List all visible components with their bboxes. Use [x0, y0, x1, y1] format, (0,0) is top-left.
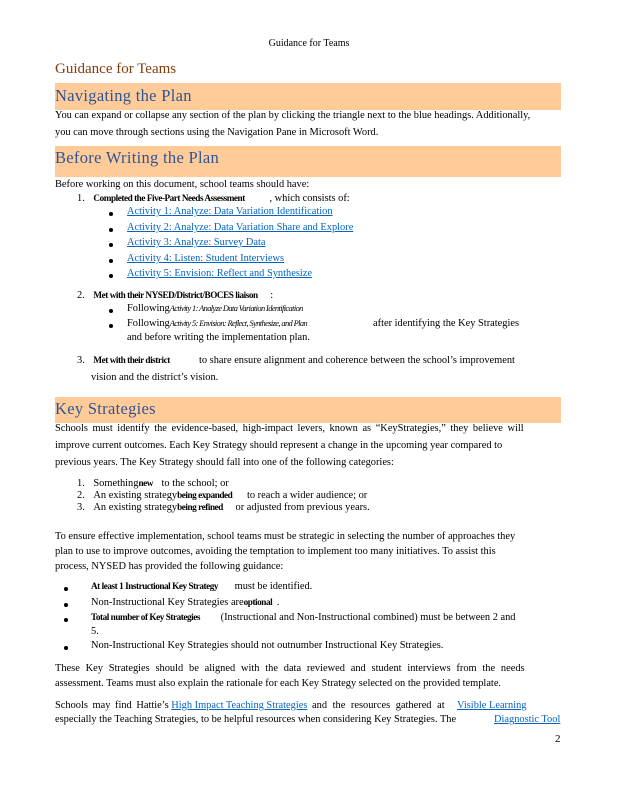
key-strategies-para1-line2: improve current outcomes. Each Key Strategy should represent a change in the upcoming year compared to [55, 440, 503, 451]
bullet-icon [64, 646, 68, 650]
list-item-continuation: vision and the district’s vision. [91, 372, 219, 383]
document-title: Guidance for Teams [55, 61, 177, 77]
guidance-item-2 [91, 595, 279, 611]
before-writing-intro: Before working on this document, school teams should have: [55, 179, 310, 190]
guidance-bold: At least 1 Instructional Key Strategy [91, 581, 219, 591]
key-strategies-para3-line1: These Key Strategies should be aligned with the data reviewed and student interviews from the needs [55, 663, 525, 674]
list-number: 2. [77, 290, 85, 301]
bullet-icon [109, 309, 113, 313]
key-strategies-para4-line2: especially the Teaching Strategies, to be helpful resources when considering Key Strategies. The [55, 714, 457, 725]
category-post: to reach a wider audience; or [246, 490, 368, 501]
subitem-italic: Activity 5: Envision: Reflect, Synthesize, and Plan [169, 319, 308, 328]
list-number: 1. [77, 193, 85, 204]
link-activity-5[interactable]: Activity 5: Envision: Reflect and Synthesize [127, 268, 312, 279]
category-bold: being refined [177, 502, 223, 512]
list-item-rest: , which consists of: [269, 193, 350, 204]
list-number: 3. [77, 502, 85, 513]
category-pre: An existing strategy [93, 490, 178, 501]
link-activity-3[interactable]: Activity 3: Analyze: Survey Data [127, 237, 266, 248]
link-high-impact-teaching-strategies[interactable]: High Impact Teaching Strategies [171, 700, 308, 711]
subitem-prefix: Following [127, 318, 170, 329]
category-bold: being expanded [177, 490, 233, 500]
guidance-post: (Instructional and Non-Instructional combined) must be between 2 and [220, 612, 516, 623]
subitem-prefix: Following [127, 303, 170, 314]
heading-navigating-the-plan[interactable]: Navigating the Plan [55, 86, 192, 105]
subitem-continuation: and before writing the implementation plan. [127, 332, 310, 343]
link-visible-learning[interactable]: Visible Learning [457, 700, 527, 711]
heading-band-navigating[interactable] [55, 83, 561, 110]
page-number: 2 [555, 733, 561, 745]
bullet-icon [109, 274, 113, 278]
key-strategies-para2-line2: plan to use to improve outcomes, avoiding the temptation to implement too many initiatives. To assist this [55, 546, 496, 557]
running-header: Guidance for Teams [268, 38, 350, 49]
list-number: 2. [77, 490, 85, 501]
category-bold: new [138, 478, 153, 488]
guidance-item-3-continuation: 5. [91, 626, 99, 637]
bullet-icon [64, 618, 68, 622]
guidance-post: must be identified. [234, 581, 313, 592]
link-activity-1[interactable]: Activity 1: Analyze: Data Variation Identification [127, 206, 333, 217]
key-strategies-para2-line3: process, NYSED has provided the following guidance: [55, 561, 284, 572]
bullet-icon [109, 324, 113, 328]
key-strategies-para3-line2: assessment. Teams must also explain the rationale for each Key Strategy selected on the provided template. [55, 678, 502, 689]
link-diagnostic-tool[interactable]: Diagnostic Tool [494, 714, 561, 725]
bullet-icon [109, 259, 113, 263]
para4-pre: Schools may find Hattie’s [55, 700, 169, 711]
bullet-icon [109, 212, 113, 216]
guidance-item-3 [91, 610, 516, 626]
list-item-3 [77, 353, 170, 369]
list-item-bold: Met with their NYSED/District/BOCES liaison [93, 290, 258, 300]
list-item-bold: Completed the Five-Part Needs Assessment [93, 193, 245, 203]
guidance-bold: optional [243, 597, 273, 607]
key-strategies-para1-line3: previous years. The Key Strategy should fall into one of the following categories: [55, 457, 394, 468]
guidance-item-4: Non-Instructional Key Strategies should not outnumber Instructional Key Strategies. [91, 640, 444, 651]
list-item-rest: to share ensure alignment and coherence between the school’s improvement [199, 355, 515, 366]
subitem-italic: Activity 1: Analyze Data Variation Identification [169, 304, 303, 313]
list-item-rest: : [270, 290, 274, 301]
guidance-pre: Non-Instructional Key Strategies are [91, 597, 244, 608]
category-post: to the school; or [161, 478, 229, 489]
list-item-bold: Met with their district [93, 355, 170, 365]
category-3 [77, 500, 370, 516]
guidance-item-1 [91, 579, 312, 595]
list-number: 3. [77, 355, 85, 366]
category-post: or adjusted from previous years. [235, 502, 370, 513]
heading-key-strategies[interactable]: Key Strategies [55, 399, 156, 418]
navigating-body-line1: You can expand or collapse any section of the plan by clicking the triangle next to the blue headings. Additionally, [55, 110, 531, 121]
subitem-following-activity-1 [127, 301, 303, 317]
guidance-post: . [276, 597, 280, 608]
navigating-body-line2: you can move through sections using the Navigation Pane in Microsoft Word. [55, 127, 379, 138]
category-pre: An existing strategy [93, 502, 178, 513]
link-activity-4[interactable]: Activity 4: Listen: Student Interviews [127, 253, 284, 264]
bullet-icon [64, 587, 68, 591]
link-activity-2[interactable]: Activity 2: Analyze: Data Variation Share and Explore [127, 222, 354, 233]
heading-band-before-writing[interactable] [55, 146, 561, 177]
para4-mid: and the resources gathered at [312, 700, 445, 711]
bullet-icon [109, 228, 113, 232]
heading-before-writing-the-plan[interactable]: Before Writing the Plan [55, 148, 220, 167]
bullet-icon [109, 243, 113, 247]
category-pre: Something [93, 478, 139, 489]
key-strategies-para1-line1: Schools must identify the evidence-based, high-impact levers, known as “KeyStrategies,” they believe will [55, 423, 524, 434]
subitem-suffix: after identifying the Key Strategies [373, 318, 519, 329]
guidance-bold: Total number of Key Strategies [91, 612, 200, 622]
key-strategies-para2-line1: To ensure effective implementation, school teams must be strategic in selecting the number of approaches they [55, 531, 516, 542]
list-number: 1. [77, 478, 85, 489]
bullet-icon [64, 603, 68, 607]
